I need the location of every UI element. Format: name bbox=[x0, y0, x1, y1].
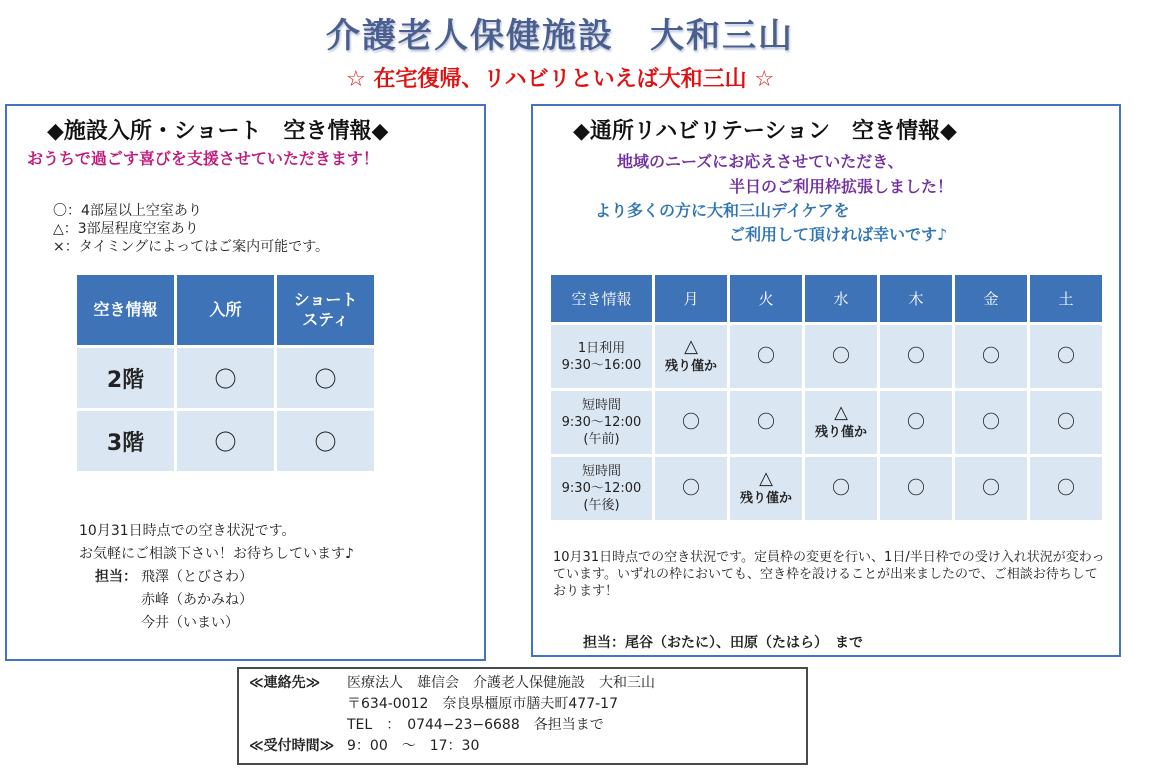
availability-cell bbox=[880, 391, 952, 454]
intro-line: ご利用して頂ければ幸いです♪ bbox=[729, 225, 948, 244]
availability-cell bbox=[805, 325, 877, 388]
page-subtitle: ☆ 在宅復帰、リハビリといえば大和三山 ☆ bbox=[345, 67, 775, 92]
facility-vacancy-panel bbox=[5, 104, 486, 661]
availability-cell bbox=[1030, 457, 1102, 520]
availability-symbol: 〇 bbox=[682, 411, 700, 433]
availability-symbol: △ bbox=[759, 467, 773, 489]
availability-cell bbox=[805, 457, 877, 520]
day-rehab-vacancy-panel bbox=[531, 104, 1121, 657]
consult-note: お気軽にご相談下さい！お待ちしています♪ bbox=[79, 546, 354, 562]
header-wed: 水 bbox=[805, 275, 877, 322]
availability-cell bbox=[655, 391, 727, 454]
organization-name: 医療法人 雄信会 介護老人保健施設 大和三山 bbox=[347, 675, 655, 691]
staff-contacts bbox=[79, 566, 354, 635]
availability-symbol: 〇 bbox=[1057, 477, 1075, 499]
legend-circle: 〇：4部屋以上空室あり bbox=[53, 203, 202, 219]
availability-cell bbox=[730, 325, 802, 388]
availability-cell bbox=[955, 325, 1027, 388]
availability-cell bbox=[955, 391, 1027, 454]
availability-symbol: 〇 bbox=[682, 477, 700, 499]
availability-symbol: 〇 bbox=[907, 411, 925, 433]
availability-cell bbox=[805, 391, 877, 454]
availability-symbol: 〇 bbox=[832, 345, 850, 367]
time-slot-label: 短時間 9:30〜12:00 (午後) bbox=[551, 457, 652, 520]
availability-cell bbox=[880, 325, 952, 388]
header-tue: 火 bbox=[730, 275, 802, 322]
intro-line: より多くの方に大和三山デイケアを bbox=[595, 201, 850, 220]
short-stay-status: 〇 bbox=[277, 348, 374, 408]
remaining-few-note: 残り僅か bbox=[814, 424, 867, 440]
availability-cell bbox=[955, 457, 1027, 520]
legend-triangle: △：3部屋程度空室あり bbox=[53, 221, 199, 237]
header-vacancy: 空き情報 bbox=[551, 275, 652, 322]
availability-symbol: △ bbox=[684, 335, 698, 357]
availability-symbol: 〇 bbox=[1057, 411, 1075, 433]
floor-label: 2階 bbox=[77, 348, 174, 408]
table-header-row bbox=[551, 275, 1102, 322]
header-fri: 金 bbox=[955, 275, 1027, 322]
availability-symbol: △ bbox=[834, 401, 848, 423]
availability-cell bbox=[1030, 391, 1102, 454]
availability-symbol: 〇 bbox=[982, 477, 1000, 499]
table-row bbox=[77, 348, 374, 408]
availability-symbol: 〇 bbox=[832, 477, 850, 499]
facility-notes bbox=[79, 520, 354, 635]
header-mon: 月 bbox=[655, 275, 727, 322]
time-slot-label: 短時間 9:30〜12:00 (午前) bbox=[551, 391, 652, 454]
availability-symbol: 〇 bbox=[757, 345, 775, 367]
availability-cell bbox=[655, 325, 727, 388]
day-rehab-heading: ◆通所リハビリテーション 空き情報◆ bbox=[573, 119, 957, 144]
availability-cell bbox=[730, 457, 802, 520]
day-rehab-vacancy-table bbox=[548, 272, 1105, 523]
reception-hours: 9：00 ～ 17：30 bbox=[347, 738, 480, 754]
legend-cross: ×：タイミングによってはご案内可能です。 bbox=[53, 239, 330, 255]
availability-symbol: 〇 bbox=[907, 345, 925, 367]
table-row bbox=[77, 411, 374, 471]
availability-cell bbox=[880, 457, 952, 520]
table-row bbox=[551, 457, 1102, 520]
intro-line: 地域のニーズにお応えさせていただき、 bbox=[617, 152, 904, 171]
nyusho-status: 〇 bbox=[177, 411, 274, 471]
facility-vacancy-heading: ◆施設入所・ショート 空き情報◆ bbox=[47, 119, 389, 144]
staff-name: 飛澤（とびさわ） bbox=[141, 569, 253, 585]
header-nyusho: 入所 bbox=[177, 275, 274, 345]
intro-line: 半日のご利用枠拡張しました！ bbox=[729, 177, 954, 196]
staff-name: 赤峰（あかみね） bbox=[141, 592, 253, 608]
vacancy-legend bbox=[53, 202, 329, 256]
staff-name: 今井（いまい） bbox=[141, 615, 239, 631]
header-thu: 木 bbox=[880, 275, 952, 322]
postal-address: 〒634-0012 奈良県橿原市膳夫町477-17 bbox=[347, 696, 618, 712]
header-sat: 土 bbox=[1030, 275, 1102, 322]
table-header-row bbox=[77, 275, 374, 345]
availability-symbol: 〇 bbox=[757, 411, 775, 433]
availability-cell bbox=[1030, 325, 1102, 388]
availability-symbol: 〇 bbox=[982, 345, 1000, 367]
hours-label: ≪受付時間≫ bbox=[249, 738, 335, 754]
header-short-stay: ショート スティ bbox=[277, 275, 374, 345]
status-date-note: 10月31日時点での空き状況です。 bbox=[79, 523, 296, 539]
availability-cell bbox=[655, 457, 727, 520]
facility-vacancy-table bbox=[74, 272, 377, 474]
header-vacancy: 空き情報 bbox=[77, 275, 174, 345]
contact-info-box bbox=[237, 667, 808, 765]
day-rehab-contact: 担当：尾谷（おたに）、田原（たはら） まで bbox=[583, 635, 863, 651]
phone-number: TEL ： 0744−23−6688 各担当まで bbox=[347, 717, 604, 733]
nyusho-status: 〇 bbox=[177, 348, 274, 408]
contact-label: ≪連絡先≫ bbox=[249, 675, 321, 691]
short-stay-status: 〇 bbox=[277, 411, 374, 471]
table-row bbox=[551, 391, 1102, 454]
floor-label: 3階 bbox=[77, 411, 174, 471]
remaining-few-note: 残り僅か bbox=[664, 358, 717, 374]
day-rehab-note: 10月31日時点での空き状況です。定員枠の変更を行い、1日/半日枠での受け入れ状況が変わっています。いずれの枠においても、空き枠を設けることが出来ましたので、ご相談お待ちしております！ bbox=[553, 550, 1105, 599]
table-row bbox=[551, 325, 1102, 388]
contact-label: 担当： bbox=[95, 569, 137, 585]
availability-symbol: 〇 bbox=[907, 477, 925, 499]
time-slot-label: 1日利用 9:30〜16:00 bbox=[551, 325, 652, 388]
facility-tagline: おうちで過ごす喜びを支援させていただきます！ bbox=[27, 149, 379, 168]
page-title: 介護老人保健施設 大和三山 bbox=[326, 16, 794, 56]
remaining-few-note: 残り僅か bbox=[739, 490, 792, 506]
availability-symbol: 〇 bbox=[982, 411, 1000, 433]
availability-symbol: 〇 bbox=[1057, 345, 1075, 367]
availability-cell bbox=[730, 391, 802, 454]
